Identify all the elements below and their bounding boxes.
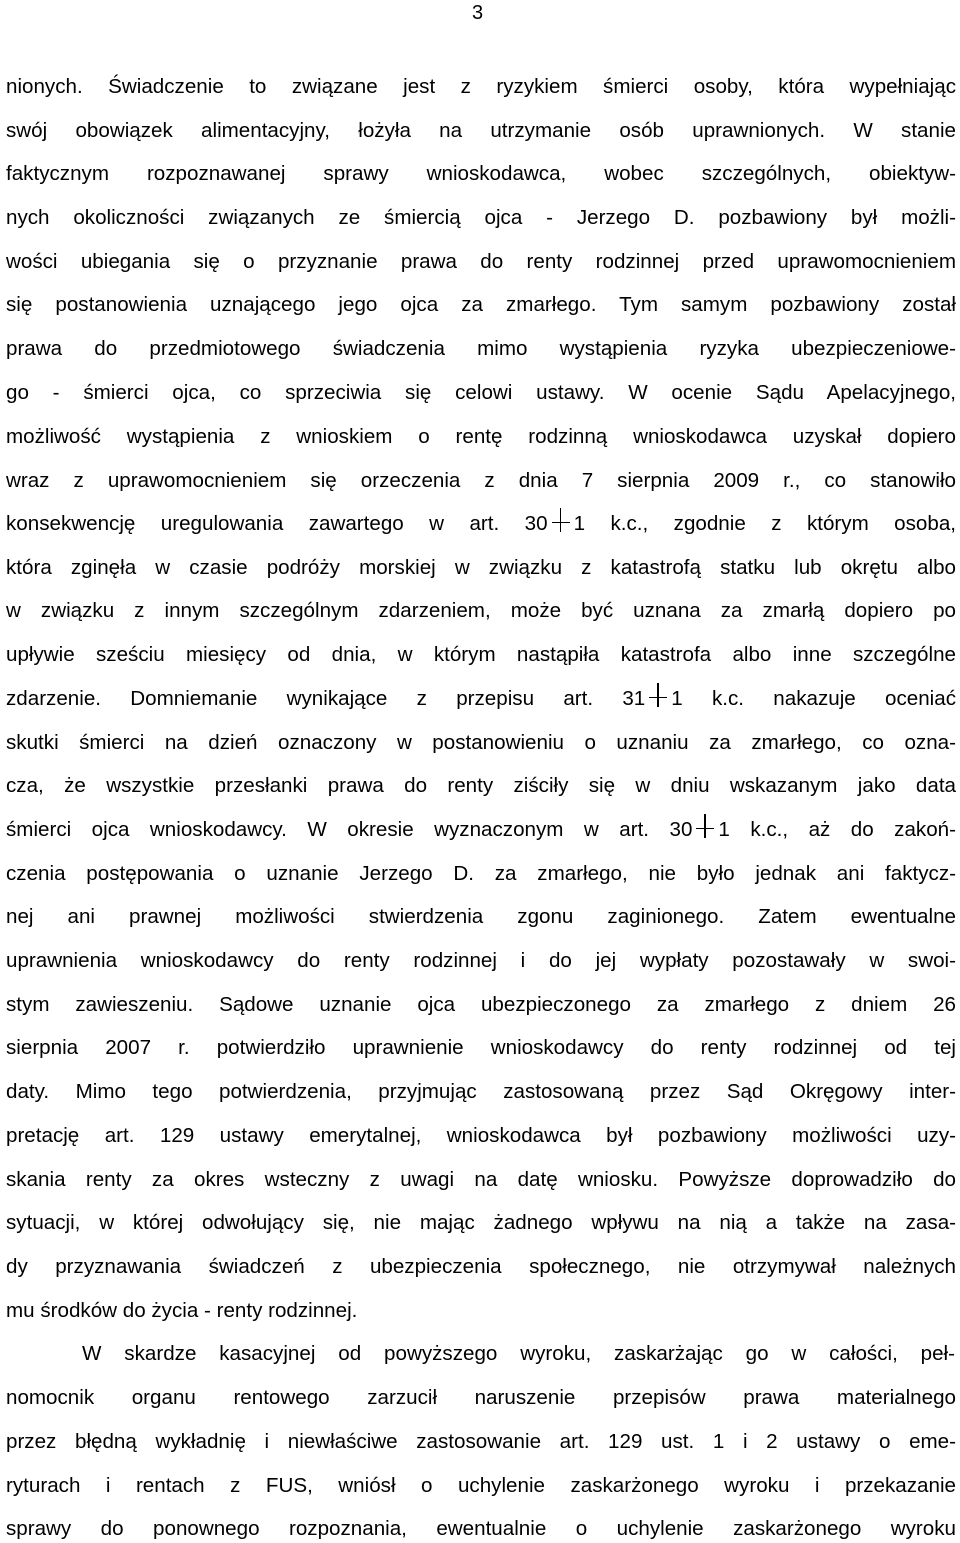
text-segment: 1 k.c., zgodnie z którym osoba,	[573, 512, 956, 535]
text-line: nomocnik organu rentowego zarzucił naruszenie przepisów prawa materialnego	[6, 1386, 956, 1409]
text-line	[6, 687, 956, 711]
text-line: upływie sześciu miesięcy od dnia, w którym nastąpiła katastrofa albo inne szczególne	[6, 643, 956, 666]
text-line: mu środków do życia - renty rodzinnej.	[6, 1299, 358, 1322]
text-line: daty. Mimo tego potwierdzenia, przyjmując zastosowaną przez Sąd Okręgowy inter-	[6, 1080, 956, 1103]
text-line: cza, że wszystkie przesłanki prawa do renty ziściły się w dniu wskazanym jako data	[6, 774, 956, 797]
text-line: swój obowiązek alimentacyjny, łożyła na utrzymanie osób uprawnionych. W stanie	[6, 119, 956, 142]
text-line: sytuacji, w której odwołujący się, nie mając żadnego wpływu na nią a także na zasa-	[6, 1211, 956, 1234]
text-line: w związku z innym szczególnym zdarzeniem, może być uznana za zmarłą dopiero po	[6, 599, 956, 622]
text-line: prawa do przedmiotowego świadczenia mimo wystąpienia ryzyka ubezpieczeniowe-	[6, 337, 956, 360]
text-line: się postanowienia uznającego jego ojca za zmarłego. Tym samym pozbawiony został	[6, 293, 956, 316]
text-line: uprawnienia wnioskodawcy do renty rodzinnej i do jej wypłaty pozostawały w swoi-	[6, 949, 956, 972]
text-line: dy przyznawania świadczeń z ubezpieczenia społecznego, nie otrzymywał należnych	[6, 1255, 956, 1278]
paragraph-symbol-icon	[552, 518, 570, 523]
text-line	[6, 512, 956, 536]
text-line: sierpnia 2007 r. potwierdziło uprawnienie wnioskodawcy do renty rodzinnej od tej	[6, 1036, 956, 1059]
text-segment: 1 k.c., aż do zakoń-	[718, 818, 956, 841]
text-segment: konsekwencję uregulowania zawartego w art. 30	[6, 512, 548, 535]
text-line: stym zawieszeniu. Sądowe uznanie ojca ubezpieczonego za zmarłego z dniem 26	[6, 993, 956, 1016]
text-line: sprawy do ponownego rozpoznania, ewentualnie o uchylenie zaskarżonego wyroku	[6, 1517, 956, 1540]
paragraph-symbol-icon	[696, 824, 714, 829]
text-line: nych okoliczności związanych ze śmiercią ojca - Jerzego D. pozbawiony był możli-	[6, 206, 956, 229]
text-line: ryturach i rentach z FUS, wniósł o uchylenie zaskarżonego wyroku i przekazanie	[6, 1474, 956, 1497]
text-line	[6, 818, 956, 842]
text-line: możliwość wystąpienia z wnioskiem o rentę rodzinną wnioskodawca uzyskał dopiero	[6, 425, 956, 448]
text-line: wości ubiegania się o przyznanie prawa do renty rodzinnej przed uprawomocnieniem	[6, 250, 956, 273]
text-line: wraz z uprawomocnieniem się orzeczenia z dnia 7 sierpnia 2009 r., co stanowiło	[6, 469, 956, 492]
paragraph-symbol-icon	[649, 693, 667, 698]
text-line: faktycznym rozpoznawanej sprawy wnioskodawca, wobec szczególnych, obiektyw-	[6, 162, 956, 185]
text-segment: zdarzenie. Domniemanie wynikające z przepisu art. 31	[6, 687, 646, 710]
text-line: która zginęła w czasie podróży morskiej w związku z katastrofą statku lub okrętu albo	[6, 556, 956, 579]
paragraph-first-line: W skardze kasacyjnej od powyższego wyroku, zaskarżając go w całości, peł-	[82, 1342, 955, 1365]
text-line: nionych. Świadczenie to związane jest z ryzykiem śmierci osoby, która wypełniając	[6, 75, 956, 98]
text-line: go - śmierci ojca, co sprzeciwia się celowi ustawy. W ocenie Sądu Apelacyjnego,	[6, 381, 956, 404]
text-line: pretację art. 129 ustawy emerytalnej, wnioskodawca był pozbawiony możliwości uzy-	[6, 1124, 956, 1147]
text-line: przez błędną wykładnię i niewłaściwe zastosowanie art. 129 ust. 1 i 2 ustawy o eme-	[6, 1430, 956, 1453]
page-number: 3	[472, 2, 484, 24]
text-line: skutki śmierci na dzień oznaczony w postanowieniu o uznaniu za zmarłego, co ozna-	[6, 731, 956, 754]
text-line: skania renty za okres wsteczny z uwagi na datę wniosku. Powyższe doprowadziło do	[6, 1168, 956, 1191]
text-segment: 1 k.c. nakazuje oceniać	[671, 687, 957, 710]
text-line: nej ani prawnej możliwości stwierdzenia zgonu zaginionego. Zatem ewentualne	[6, 905, 956, 928]
text-segment: śmierci ojca wnioskodawcy. W okresie wyznaczonym w art. 30	[6, 818, 693, 841]
text-line: czenia postępowania o uznanie Jerzego D. za zmarłego, nie było jednak ani faktycz-	[6, 862, 956, 885]
